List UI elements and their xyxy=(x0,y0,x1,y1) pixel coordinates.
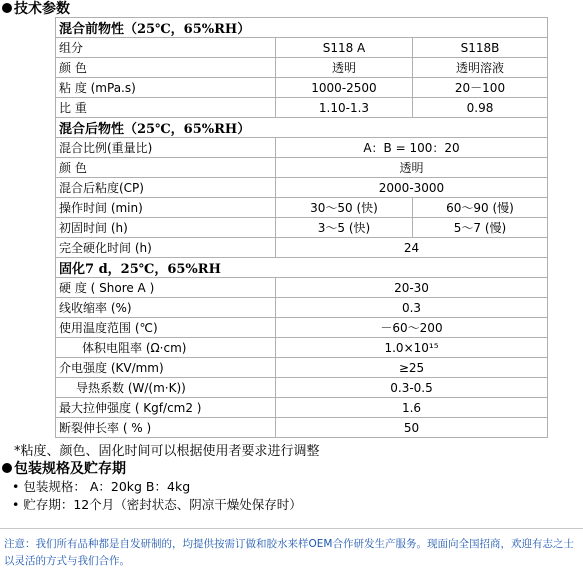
row-label: 比 重 xyxy=(56,98,276,118)
pack-item: • 包装规格： A：20kg B：4kg xyxy=(12,479,191,494)
row-value: ≥25 xyxy=(276,358,548,378)
row-label: 操作时间 (min) xyxy=(56,198,276,218)
row-value: 1.6 xyxy=(276,398,548,418)
tech-params-heading: 技术参数 xyxy=(2,0,70,18)
row-label: 断裂伸长率 ( % ) xyxy=(56,418,276,438)
row-label: 硬 度 ( Shore A ) xyxy=(56,278,276,298)
row-label: 初固时间 (h) xyxy=(56,218,276,238)
row-value-b: 5～7 (慢) xyxy=(413,218,548,238)
row-value-a: 1.10-1.3 xyxy=(276,98,413,118)
table-row xyxy=(56,298,548,318)
table-row xyxy=(56,138,548,158)
section-title-cure: 固化7 d，25℃，65%RH xyxy=(56,258,548,278)
pack-heading: 包装规格及贮存期 xyxy=(2,460,126,478)
row-value-b: S118B xyxy=(413,38,548,58)
row-value: －60～200 xyxy=(276,318,548,338)
pack-item: • 贮存期：12个月（密封状态、阴凉干燥处保存时） xyxy=(12,497,302,512)
row-label: 颜 色 xyxy=(56,58,276,78)
row-value: 50 xyxy=(276,418,548,438)
row-label: 完全硬化时间 (h) xyxy=(56,238,276,258)
table-row xyxy=(56,198,548,218)
section-title-post: 混合后物性（25℃，65%RH） xyxy=(56,118,548,138)
row-value: 24 xyxy=(276,238,548,258)
row-label: 混合比例(重量比) xyxy=(56,138,276,158)
table-row xyxy=(56,398,548,418)
row-value-a: 1000-2500 xyxy=(276,78,413,98)
row-value: 20-30 xyxy=(276,278,548,298)
row-value-b: 透明溶液 xyxy=(413,58,548,78)
row-label: 颜 色 xyxy=(56,158,276,178)
table-row xyxy=(56,378,548,398)
row-value-b: 0.98 xyxy=(413,98,548,118)
row-label: 组分 xyxy=(56,38,276,58)
row-value: 透明 xyxy=(276,158,548,178)
section-header-row xyxy=(56,258,548,278)
row-value: 0.3-0.5 xyxy=(276,378,548,398)
row-value-b: 60～90 (慢) xyxy=(413,198,548,218)
table-row xyxy=(56,218,548,238)
divider xyxy=(0,528,583,529)
section-header-row xyxy=(56,118,548,138)
row-label: 混合后粘度(CP) xyxy=(56,178,276,198)
table-row xyxy=(56,238,548,258)
row-value: 2000-3000 xyxy=(276,178,548,198)
table-row xyxy=(56,78,548,98)
section-header-row xyxy=(56,18,548,38)
row-value: 1.0×10¹⁵ xyxy=(276,338,548,358)
row-value-b: 20－100 xyxy=(413,78,548,98)
row-label: 线收缩率 (%) xyxy=(56,298,276,318)
table-row xyxy=(56,158,548,178)
row-value-a: 30～50 (快) xyxy=(276,198,413,218)
table-row xyxy=(56,98,548,118)
spec-table xyxy=(55,17,548,438)
row-label: 使用温度范围 (℃) xyxy=(56,318,276,338)
section-title-pre: 混合前物性（25℃，65%RH） xyxy=(56,18,548,38)
table-row xyxy=(56,338,548,358)
table-row xyxy=(56,358,548,378)
row-value-a: S118 A xyxy=(276,38,413,58)
bullet-icon xyxy=(2,463,12,473)
table-row xyxy=(56,38,548,58)
row-label: 介电强度 (KV/mm) xyxy=(56,358,276,378)
bottom-notice: 注意：我们所有品种都是自发研制的，均提供按需订做和胶水来样OEM合作研发生产服务。现面向全国招商，欢迎有志之士以灵活的方式与我们合作。 xyxy=(4,538,574,567)
bullet-icon xyxy=(2,3,12,13)
row-label: 最大拉伸强度 ( Kgf/cm2 ) xyxy=(56,398,276,418)
table-row xyxy=(56,58,548,78)
row-value: 0.3 xyxy=(276,298,548,318)
table-row xyxy=(56,278,548,298)
row-value: A：B = 100：20 xyxy=(276,138,548,158)
row-value-a: 3～5 (快) xyxy=(276,218,413,238)
table-row xyxy=(56,418,548,438)
table-row xyxy=(56,178,548,198)
table-row xyxy=(56,318,548,338)
footnote: *粘度、颜色、固化时间可以根据使用者要求进行调整 xyxy=(14,444,320,459)
row-label: 粘 度 (mPa.s) xyxy=(56,78,276,98)
row-label: 体积电阻率 (Ω·cm) xyxy=(56,338,276,358)
row-value-a: 透明 xyxy=(276,58,413,78)
row-label: 导热系数 (W/(m·K)) xyxy=(56,378,276,398)
